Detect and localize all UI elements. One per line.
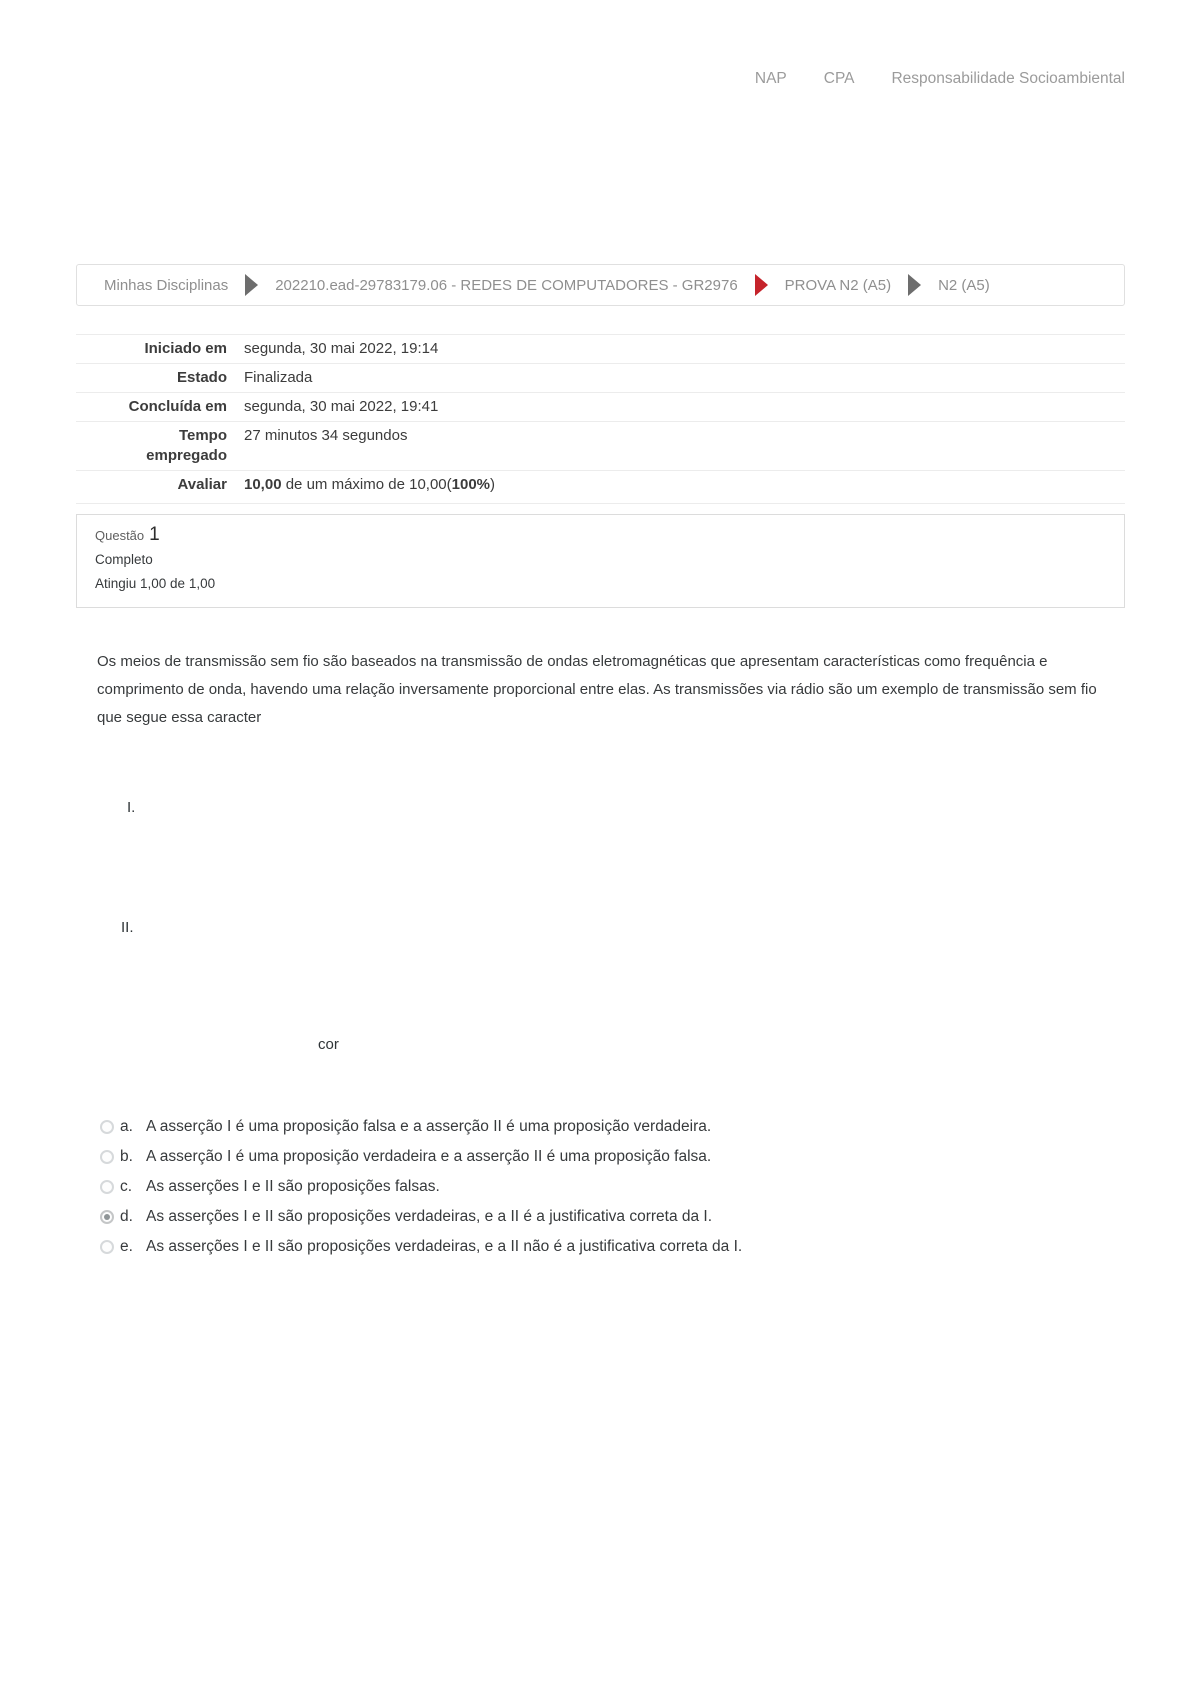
chevron-right-icon [908,274,921,296]
summary-row-grade [76,470,1125,504]
chevron-right-icon [245,274,258,296]
summary-row-completed [76,392,1125,421]
option-text: As asserções I e II são proposições verdadeiras, e a II não é a justificativa correta da I. [146,1238,743,1255]
question-info-box [76,514,1125,608]
radio-button-e[interactable] [100,1240,114,1254]
option-letter: c. [120,1178,133,1195]
nav-link-cpa[interactable]: CPA [823,70,855,87]
question-grade: Atingiu 1,00 de 1,00 [95,576,216,591]
top-nav [76,70,1125,88]
option-letter: e. [120,1238,133,1255]
answer-option-b[interactable] [100,1142,1110,1172]
breadcrumb-item-n2[interactable]: N2 (A5) [938,276,990,294]
question-status: Completo [95,552,153,567]
summary-row-time-taken [76,421,1125,470]
option-text: A asserção I é uma proposição verdadeira e a asserção II é uma proposição falsa. [146,1148,712,1165]
breadcrumb [76,264,1125,306]
summary-value: 27 minutos 34 segundos [244,427,408,444]
radio-button-a[interactable] [100,1120,114,1134]
radio-button-c[interactable] [100,1180,114,1194]
attempt-summary-table [76,334,1125,504]
answer-option-c[interactable] [100,1172,1110,1202]
summary-label: Avaliar [177,476,227,493]
option-text: As asserções I e II são proposições verdadeiras, e a II é a justificativa correta da I. [146,1208,713,1225]
answer-options [100,1112,1110,1262]
question-number-value: 1 [149,524,160,545]
summary-value: Finalizada [244,369,313,386]
summary-label: Estado [176,369,227,386]
breadcrumb-item-prova-n2[interactable]: PROVA N2 (A5) [784,276,892,294]
summary-value: segunda, 30 mai 2022, 19:14 [244,340,439,357]
nav-link-responsabilidade[interactable]: Responsabilidade Socioambiental [891,70,1125,87]
summary-label: Tempo empregado [146,427,227,464]
nav-link-nap[interactable]: NAP [754,70,787,87]
summary-row-started [76,334,1125,363]
breadcrumb-item-minhas-disciplinas[interactable]: Minhas Disciplinas [104,276,229,294]
chevron-right-icon-red [755,274,768,296]
answer-option-d[interactable] [100,1202,1110,1232]
answer-option-e[interactable] [100,1232,1110,1262]
summary-grade-value: 10,00 de um máximo de 10,00(100%) [244,476,496,493]
radio-button-d-selected[interactable] [100,1210,114,1224]
radio-button-b[interactable] [100,1150,114,1164]
summary-value: segunda, 30 mai 2022, 19:41 [244,398,439,415]
option-letter: b. [120,1148,133,1165]
option-text: A asserção I é uma proposição falsa e a asserção II é uma proposição verdadeira. [146,1118,712,1135]
question-number [95,524,1106,546]
assertion-i-label: I. [127,799,136,816]
summary-row-state [76,363,1125,392]
summary-label: Concluída em [128,398,227,415]
option-letter: d. [120,1208,133,1225]
question-text-fragment: cor [318,1036,339,1053]
breadcrumb-item-course[interactable]: 202210.ead-29783179.06 - REDES DE COMPUTADORES - GR2976 [275,276,738,294]
question-text: Os meios de transmissão sem fio são baseados na transmissão de ondas eletromagnéticas que apresentam características como frequência e comprimento de onda, havendo uma relação inversamente proporcional entre elas. As transmissões via rádio são um exemplo de transmissão sem fio que segue essa caracter [97,653,1097,726]
question-number-label: Questão [95,528,145,543]
option-text: As asserções I e II são proposições falsas. [146,1178,440,1195]
option-letter: a. [120,1118,133,1135]
answer-option-a[interactable] [100,1112,1110,1142]
summary-label: Iniciado em [144,340,227,357]
assertion-ii-label: II. [121,919,134,936]
